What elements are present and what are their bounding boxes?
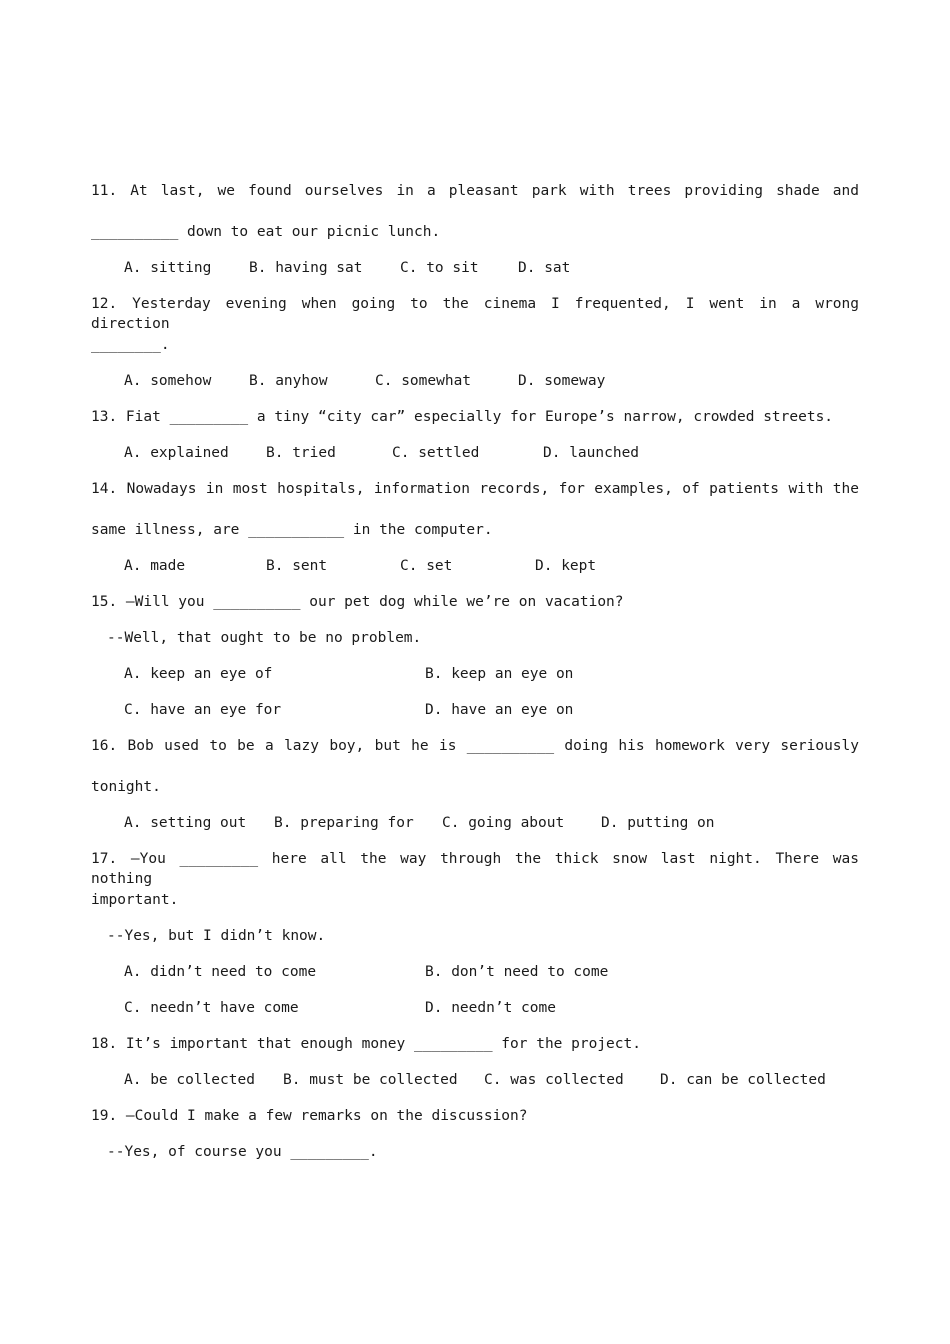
question-16-stem-cont: tonight. [91,779,161,795]
q11-option-a: A. sitting [124,260,212,276]
question-15-reply: --Well, that ought to be no problem. [107,630,422,646]
question-18-stem: 18. It’s important that enough money _________ for the project. [91,1036,641,1052]
question-13-stem: 13. Fiat _________ a tiny “city car” especially for Europe’s narrow, crowded streets. [91,409,834,425]
q17-option-c: C. needn’t have come [124,1000,299,1016]
question-11-stem: 11. At last, we found ourselves in a pleasant park with trees providing shade and [91,183,859,199]
q17-option-b: B. don’t need to come [425,964,609,980]
q14-option-b: B. sent [266,558,328,574]
q13-option-d: D. launched [543,445,640,461]
q12-option-c: C. somewhat [375,373,472,389]
question-11-stem-cont: __________ down to eat our picnic lunch. [91,224,441,240]
q13-option-b: B. tried [266,445,336,461]
q11-option-d: D. sat [518,260,571,276]
q18-option-c: C. was collected [484,1072,624,1088]
question-17-stem: 17. –You _________ here all the way through the thick snow last night. There was nothing [91,851,859,887]
question-17-stem-cont: important. [91,892,179,908]
question-19-reply: --Yes, of course you _________. [107,1144,378,1160]
q13-option-a: A. explained [124,445,229,461]
q12-option-b: B. anyhow [249,373,328,389]
q11-option-b: B. having sat [249,260,363,276]
q17-option-a: A. didn’t need to come [124,964,317,980]
q18-option-b: B. must be collected [283,1072,458,1088]
q15-option-b: B. keep an eye on [425,666,574,682]
q18-option-d: D. can be collected [660,1072,826,1088]
question-17-reply: --Yes, but I didn’t know. [107,928,326,944]
q16-option-c: C. going about [442,815,565,831]
q11-option-c: C. to sit [400,260,479,276]
question-19-stem: 19. –Could I make a few remarks on the discussion? [91,1108,528,1124]
q15-option-c: C. have an eye for [124,702,282,718]
q14-option-c: C. set [400,558,453,574]
question-12-stem-cont: ________. [91,337,170,353]
q12-option-d: D. someway [518,373,606,389]
q15-option-d: D. have an eye on [425,702,574,718]
q16-option-a: A. setting out [124,815,247,831]
q14-option-a: A. made [124,558,186,574]
question-14-stem: 14. Nowadays in most hospitals, information records, for examples, of patients with the [91,481,859,497]
q18-option-a: A. be collected [124,1072,255,1088]
question-16-stem: 16. Bob used to be a lazy boy, but he is __________ doing his homework very seriously [91,738,859,754]
question-14-stem-cont: same illness, are ___________ in the computer. [91,522,493,538]
q16-option-d: D. putting on [601,815,715,831]
q14-option-d: D. kept [535,558,597,574]
q13-option-c: C. settled [392,445,480,461]
q16-option-b: B. preparing for [274,815,414,831]
question-15-stem: 15. –Will you __________ our pet dog while we’re on vacation? [91,594,624,610]
question-12-stem: 12. Yesterday evening when going to the cinema I frequented, I went in a wrong direction [91,296,859,332]
q17-option-d: D. needn’t come [425,1000,556,1016]
q12-option-a: A. somehow [124,373,212,389]
q15-option-a: A. keep an eye of [124,666,273,682]
